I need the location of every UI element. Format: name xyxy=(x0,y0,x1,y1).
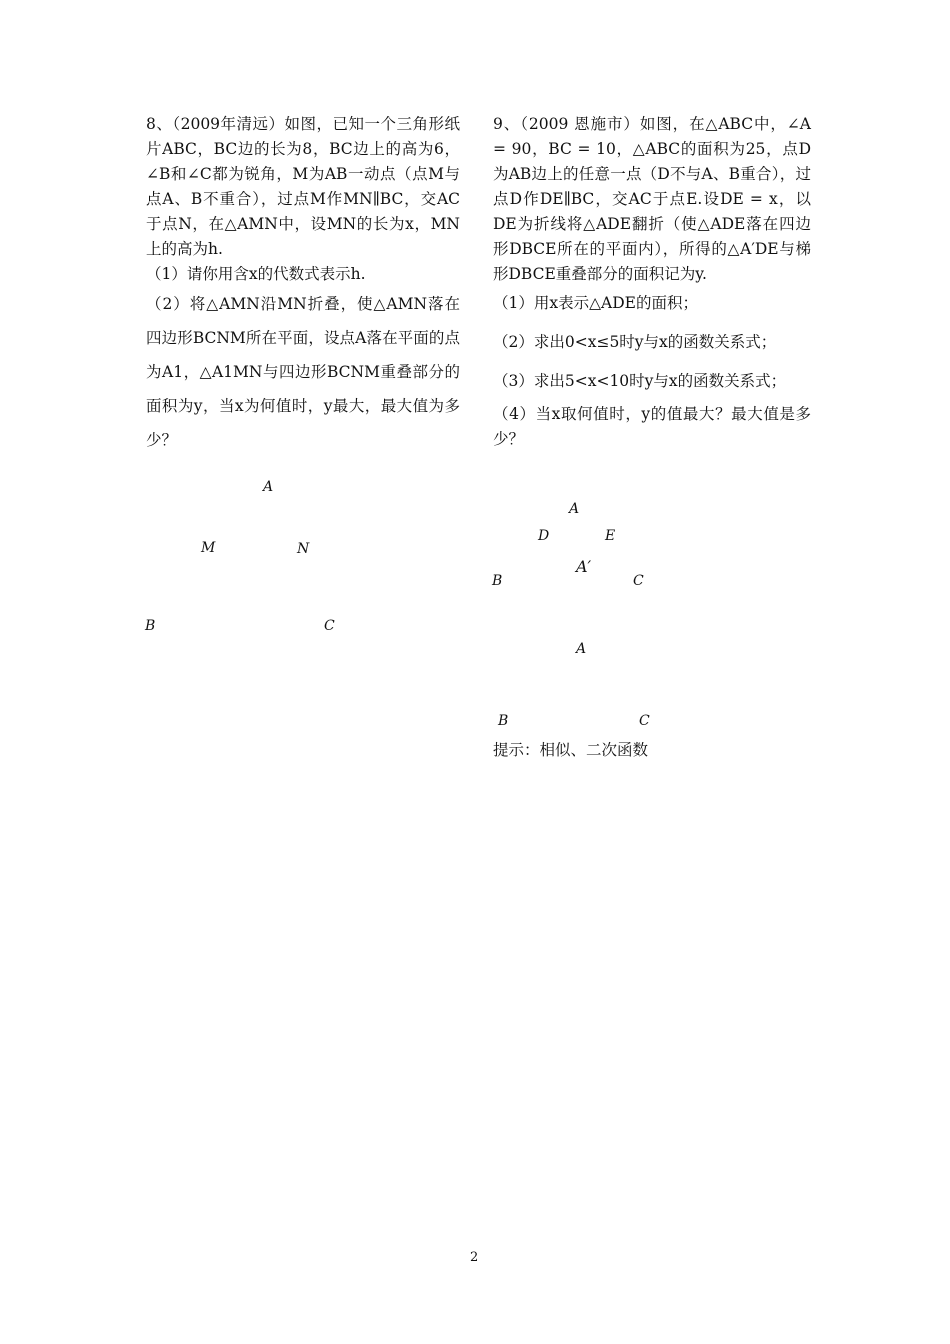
figure9b-label-b: B xyxy=(498,713,509,729)
problem-9-question-1: （1）用x表示△ADE的面积； xyxy=(493,294,698,312)
figure8-label-b: B xyxy=(145,618,156,634)
problem-9-question-4: （4）当x取何值时，y的值最大？最大值是多少？ xyxy=(493,405,811,448)
figure9b-label-a: A xyxy=(576,641,587,657)
problem-8-question-2: （2）将△AMN沿MN折叠，使△AMN落在四边形BCNM所在平面，设点A落在平面的点为A1，△A1MN与四边形BCNM重叠部分的面积为y，当x为何值时，y最大，最大值为多少？ xyxy=(146,295,460,449)
problem-8-statement: 8、（2009年清远）如图，已知一个三角形纸片ABC，BC边的长为8，BC边上的高为6，∠B和∠C都为锐角，M为AB一动点（点M与点A、B不重合），过点M作MN∥BC，交AC于点N，在△AMN中，设MN的长为x，MN上的高为h. xyxy=(146,115,460,258)
figure9b-label-c: C xyxy=(639,713,650,729)
figure9a-label-e: E xyxy=(605,528,616,544)
problem-9-hint: 提示：相似、二次函数 xyxy=(493,741,649,759)
figure8-label-a: A xyxy=(263,479,274,495)
problem-9 xyxy=(493,112,811,452)
figure8-label-n: N xyxy=(297,541,310,557)
figure9a-label-a: A xyxy=(569,501,580,517)
problem-9-statement: 9、（2009 恩施市）如图，在△ABC中，∠A = 90，BC = 10，△ABC的面积为25，点D为AB边上的任意一点（D不与A、B重合），过点D作DE∥BC，交AC于点E.设DE = x，以DE为折线将△ADE翻折（使△ADE落在四边形DBCE所在的平面内），所得的△A′DE与梯形DBCE重叠部分的面积记为y. xyxy=(493,115,811,283)
problem-9-question-2: （2）求出0<x≤5时y与x的函数关系式； xyxy=(493,333,777,351)
figure9a-label-c: C xyxy=(633,573,644,589)
figure9a-label-d: D xyxy=(538,528,550,544)
figure9a-label-a-prime: A′ xyxy=(576,557,592,576)
figure9a-label-b: B xyxy=(492,573,503,589)
figure8-label-m: M xyxy=(201,540,216,556)
figure8-label-c: C xyxy=(324,618,335,634)
page-number: 2 xyxy=(470,1250,479,1265)
problem-9-question-3: （3）求出5<x<10时y与x的函数关系式； xyxy=(493,372,787,390)
problem-8-question-1: （1）请你用含x的代数式表示h. xyxy=(146,265,366,283)
problem-8 xyxy=(146,112,460,457)
